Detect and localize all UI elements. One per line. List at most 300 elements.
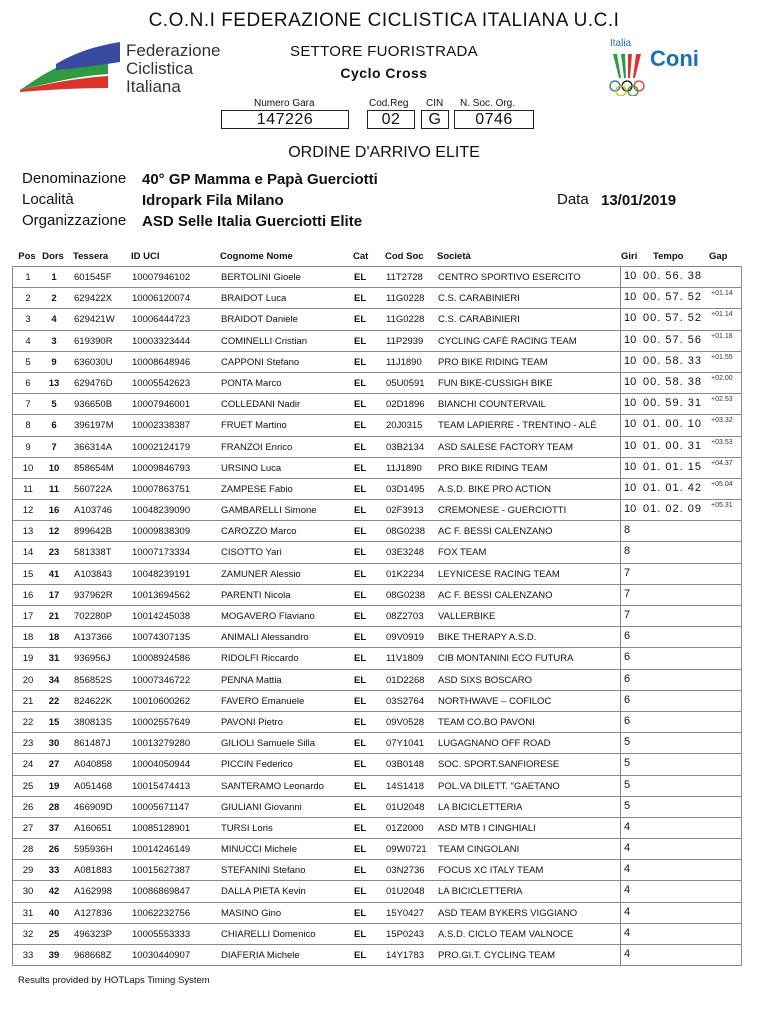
numero-gara-value: 147226 (221, 110, 349, 129)
row-codsoc: 03N2736 (386, 865, 425, 877)
row-team: LEYNICESE RACING TEAM (438, 568, 560, 580)
row-tessera: 629421W (74, 314, 115, 326)
row-team: BIANCHI COUNTERVAIL (438, 399, 546, 411)
table-row (13, 499, 741, 520)
row-time: 01. 00. 10 (643, 418, 702, 431)
row-giri: 10 (624, 439, 637, 452)
row-cat: EL (354, 462, 367, 474)
row-tessera: A103843 (74, 568, 113, 580)
row-uci: 10005542623 (132, 377, 191, 389)
row-time: 00. 57. 56 (643, 333, 702, 346)
row-team: CYCLING CAFÈ RACING TEAM (438, 335, 577, 347)
row-giri: 4 (624, 948, 631, 960)
row-codsoc: 11J1890 (386, 356, 422, 368)
row-uci: 10007863751 (132, 483, 191, 495)
row-dors: 21 (48, 611, 60, 622)
row-codsoc: 01U2048 (386, 801, 425, 813)
row-cat: EL (354, 589, 367, 601)
row-cat: EL (354, 293, 367, 305)
row-team: ASD SALESE FACTORY TEAM (438, 441, 573, 453)
header-team: Società (437, 251, 471, 262)
row-giri: 4 (624, 820, 631, 833)
row-giri: 10 (624, 270, 637, 282)
row-pos: 9 (25, 441, 31, 453)
row-pos: 3 (25, 314, 31, 326)
row-cat: EL (354, 441, 367, 453)
table-row (13, 775, 741, 796)
row-name: PONTA Marco (221, 377, 282, 389)
row-dors: 39 (48, 950, 60, 961)
row-uci: 10014245038 (132, 611, 191, 622)
header-giri: Giri (621, 251, 638, 262)
row-team: ASD SIXS BOSCARO (438, 674, 532, 686)
row-pos: 10 (22, 462, 34, 474)
row-name: TURSI Loris (221, 822, 273, 834)
row-gap: +04.37 (711, 459, 733, 467)
row-team: FOX TEAM (438, 547, 487, 559)
sector-title: SETTORE FUORISTRADA (290, 43, 478, 60)
row-uci: 10074307135 (132, 632, 191, 644)
results-header-row (12, 248, 742, 266)
row-uci: 10004050944 (132, 759, 191, 771)
row-pos: 4 (25, 335, 31, 347)
row-team: TEAM CO.BO PAVONI (438, 716, 535, 728)
row-uci: 10009838309 (132, 526, 191, 538)
row-pos: 12 (22, 505, 34, 517)
fci-logo-line-2: Ciclistica (126, 59, 194, 78)
n-soc-org-label: N. Soc. Org. (460, 98, 516, 109)
row-cat: EL (354, 674, 367, 686)
row-uci: 10009846793 (132, 462, 191, 474)
row-name: SANTERAMO Leonardo (221, 780, 324, 792)
row-tessera: A103746 (74, 505, 113, 517)
data-label: Data (557, 191, 589, 208)
row-giri: 4 (624, 884, 631, 897)
table-row (13, 351, 741, 372)
row-tessera: 380813S (74, 716, 113, 728)
row-name: MINUCCI Michele (221, 844, 298, 856)
row-giri: 7 (624, 587, 631, 600)
table-row (13, 287, 741, 308)
row-dors: 16 (48, 505, 60, 517)
row-dors: 19 (48, 780, 60, 792)
row-team: FOCUS XC ITALY TEAM (438, 865, 544, 877)
table-row (13, 902, 741, 923)
giri-cell-border (620, 627, 743, 647)
row-tessera: 619390R (74, 335, 113, 347)
table-row (13, 732, 741, 753)
row-name: CHIARELLI Domenico (221, 928, 316, 940)
row-team: FUN BIKE-CUSSIGH BIKE (438, 377, 553, 389)
row-time: 00. 57. 52 (643, 291, 702, 304)
row-dors: 5 (51, 399, 57, 411)
row-codsoc: 01Z2000 (386, 822, 424, 834)
row-tessera: 496323P (74, 928, 113, 940)
row-codsoc: 03B0148 (386, 759, 425, 771)
row-dors: 40 (48, 907, 60, 919)
row-pos: 23 (22, 738, 34, 750)
row-uci: 10006444723 (132, 314, 191, 326)
discipline-title: Cyclo Cross (340, 65, 428, 81)
row-giri: 10 (624, 291, 637, 304)
row-cat: EL (354, 865, 367, 877)
row-name: PAVONI Pietro (221, 716, 283, 728)
localita-label: Località (22, 191, 74, 208)
row-gap: +03.53 (711, 438, 733, 446)
row-giri: 6 (624, 672, 631, 685)
row-cat: EL (354, 335, 367, 347)
row-time: 01. 01. 42 (643, 481, 702, 494)
row-gap: +05.04 (711, 480, 733, 488)
row-dors: 7 (51, 441, 57, 453)
row-name: DIAFERIA Michele (221, 950, 300, 961)
row-dors: 9 (51, 356, 57, 368)
row-cat: EL (354, 844, 367, 856)
table-row (13, 817, 741, 838)
row-name: COMINELLI Cristian (221, 335, 308, 347)
row-pos: 19 (22, 653, 34, 665)
table-row (13, 944, 741, 965)
row-name: BERTOLINI Gioele (221, 272, 301, 283)
row-codsoc: 02F3913 (386, 505, 424, 517)
giri-cell-border (620, 606, 743, 626)
row-name: BRAIDOT Luca (221, 293, 287, 305)
row-tessera: 899642B (74, 526, 113, 538)
row-pos: 22 (22, 716, 34, 728)
row-team: NORTHWAVE – COFILOC (438, 695, 552, 707)
giri-cell-border (620, 924, 743, 944)
row-tessera: 466909D (74, 801, 113, 813)
row-team: PRO BIKE RIDING TEAM (438, 356, 548, 368)
table-row (13, 436, 741, 457)
header-name: Cognome Nome (220, 251, 293, 262)
giri-cell-border (620, 521, 743, 541)
row-tessera: 856852S (74, 674, 113, 686)
row-name: CAROZZO Marco (221, 526, 297, 538)
results-body (12, 266, 742, 966)
row-pos: 8 (25, 420, 31, 432)
row-codsoc: 03B2134 (386, 441, 425, 453)
table-row (13, 923, 741, 944)
row-tessera: 858654M (74, 462, 114, 474)
giri-cell-border (620, 648, 743, 668)
row-uci: 10007946102 (132, 272, 191, 283)
n-soc-org-value: 0746 (454, 110, 534, 129)
row-giri: 4 (624, 863, 631, 876)
row-gap: +01.14 (711, 311, 733, 319)
row-pos: 7 (25, 399, 31, 411)
row-pos: 28 (22, 844, 34, 856)
header-dors: Dors (42, 251, 64, 262)
fci-logo-line-1: Federazione (126, 41, 221, 60)
organizzazione-label: Organizzazione (22, 212, 127, 229)
row-giri: 5 (624, 757, 631, 770)
table-row (13, 647, 741, 668)
row-codsoc: 15Y0427 (386, 907, 425, 919)
row-codsoc: 03S2764 (386, 695, 425, 707)
row-pos: 21 (22, 695, 34, 707)
row-dors: 12 (48, 526, 60, 538)
row-dors: 1 (51, 272, 57, 283)
row-dors: 10 (48, 462, 60, 474)
row-time: 00. 58. 33 (643, 354, 702, 367)
order-title: ORDINE D'ARRIVO ELITE (288, 144, 480, 161)
row-cat: EL (354, 928, 367, 940)
denominazione-value: 40° GP Mamma e Papà Guerciotti (142, 171, 378, 188)
table-row (13, 308, 741, 329)
localita-value: Idropark Fila Milano (142, 192, 284, 209)
header-cat: Cat (353, 251, 369, 262)
coni-flame-icon (610, 52, 644, 80)
row-uci: 10003323444 (132, 335, 191, 347)
row-cat: EL (354, 653, 367, 665)
row-tessera: A040858 (74, 759, 113, 771)
row-uci: 10006120074 (132, 293, 191, 305)
row-dors: 26 (48, 844, 60, 856)
row-uci: 10014246149 (132, 844, 191, 856)
row-pos: 20 (22, 674, 34, 686)
row-team: AC F. BESSI CALENZANO (438, 589, 553, 601)
row-codsoc: 11V1809 (386, 653, 424, 665)
row-codsoc: 09V0528 (386, 716, 425, 728)
row-dors: 6 (51, 420, 57, 432)
row-team: ASD MTB I CINGHIALI (438, 822, 536, 834)
row-codsoc: 15P0243 (386, 928, 425, 940)
cod-reg-label: Cod.Reg (369, 98, 409, 109)
row-time: 01. 00. 31 (643, 439, 702, 452)
giri-cell-border (620, 797, 743, 817)
row-time: 00. 57. 52 (643, 312, 702, 325)
row-tessera: 861487J (74, 738, 111, 750)
table-row (13, 563, 741, 584)
row-uci: 10062232756 (132, 907, 191, 919)
row-giri: 5 (624, 736, 631, 749)
row-cat: EL (354, 483, 367, 495)
giri-cell-border (620, 585, 743, 605)
row-giri: 4 (624, 842, 631, 855)
row-cat: EL (354, 632, 367, 644)
row-giri: 10 (624, 375, 637, 388)
row-tessera: 968668Z (74, 950, 112, 961)
row-pos: 29 (22, 865, 34, 877)
row-tessera: A162998 (74, 886, 113, 898)
row-pos: 33 (22, 950, 34, 961)
row-codsoc: 11P2939 (386, 335, 424, 347)
row-team: LA BICICLETTERIA (438, 886, 523, 898)
row-name: FRANZOI Enrico (221, 441, 293, 453)
row-tessera: 396197M (74, 420, 114, 432)
row-team: CREMONESE - GUERCIOTTI (438, 505, 567, 517)
table-row (13, 330, 741, 351)
table-row (13, 372, 741, 393)
row-giri: 10 (624, 333, 637, 346)
row-team: VALLERBIKE (438, 611, 496, 622)
giri-cell-border (620, 564, 743, 584)
row-name: ANIMALI Alessandro (221, 632, 309, 644)
row-tessera: 366314A (74, 441, 113, 453)
row-pos: 24 (22, 759, 34, 771)
row-gap: +01.18 (711, 332, 733, 340)
row-name: CAPPONI Stefano (221, 356, 300, 368)
row-cat: EL (354, 907, 367, 919)
row-time: 00. 58. 38 (643, 375, 702, 388)
giri-cell-border (620, 670, 743, 690)
row-name: GIULIANI Giovanni (221, 801, 302, 813)
row-codsoc: 08G0238 (386, 526, 426, 538)
table-row (13, 626, 741, 647)
row-cat: EL (354, 738, 367, 750)
row-codsoc: 14Y1783 (386, 950, 425, 961)
row-codsoc: 11G0228 (386, 293, 425, 305)
row-pos: 15 (22, 568, 34, 580)
table-row (13, 880, 741, 901)
row-uci: 10085128901 (132, 822, 191, 834)
data-value: 13/01/2019 (601, 192, 677, 209)
row-time: 01. 02. 09 (643, 503, 702, 516)
row-team: CENTRO SPORTIVO ESERCITO (438, 272, 581, 283)
row-team: PRO BIKE RIDING TEAM (438, 462, 548, 474)
row-dors: 37 (48, 822, 60, 834)
row-uci: 10005671147 (132, 801, 190, 813)
row-cat: EL (354, 568, 367, 580)
row-codsoc: 11G0228 (386, 314, 425, 326)
coni-word: Coni (650, 46, 699, 71)
row-giri: 10 (624, 481, 637, 494)
row-giri: 10 (624, 503, 637, 516)
table-row (13, 414, 741, 435)
row-pos: 25 (22, 780, 34, 792)
table-row (13, 541, 741, 562)
row-team: TEAM CINGOLANI (438, 844, 520, 856)
row-dors: 27 (48, 759, 60, 771)
row-codsoc: 09W0721 (386, 844, 427, 856)
row-dors: 15 (48, 716, 60, 728)
row-name: CISOTTO Yari (221, 547, 282, 559)
fci-logo-line-3: Italiana (126, 77, 181, 96)
giri-cell-border (620, 903, 743, 923)
row-codsoc: 01D2268 (386, 674, 425, 686)
row-cat: EL (354, 950, 367, 961)
row-codsoc: 11T2728 (386, 272, 423, 283)
row-team: POL.VA DILETT. "GAETANO (438, 780, 560, 792)
row-dors: 18 (48, 632, 60, 644)
header-time: Tempo (653, 251, 684, 262)
row-team: ASD TEAM BYKERS VIGGIANO (438, 907, 578, 919)
row-time: 00. 56. 38 (643, 270, 702, 282)
row-pos: 18 (22, 632, 34, 644)
row-uci: 10048239191 (132, 568, 191, 580)
row-tessera: 937962R (74, 589, 113, 601)
row-dors: 4 (51, 314, 57, 326)
table-row (13, 753, 741, 774)
row-uci: 10008648946 (132, 356, 191, 368)
row-giri: 6 (624, 714, 631, 727)
row-cat: EL (354, 886, 367, 898)
row-cat: EL (354, 611, 367, 622)
row-pos: 2 (25, 293, 31, 305)
row-name: RIDOLFI Riccardo (221, 653, 299, 665)
row-name: DALLA PIETA Kevin (221, 886, 306, 898)
row-codsoc: 14S1418 (386, 780, 425, 792)
row-pos: 16 (22, 589, 34, 601)
row-giri: 6 (624, 651, 631, 664)
row-uci: 10007173334 (132, 547, 191, 559)
olympic-rings-icon (608, 80, 648, 96)
cin-label: CIN (426, 98, 444, 109)
row-dors: 23 (48, 547, 60, 559)
row-cat: EL (354, 759, 367, 771)
row-cat: EL (354, 377, 367, 389)
row-gap: +01.14 (711, 290, 733, 298)
row-pos: 1 (25, 272, 31, 283)
row-team: AC F. BESSI CALENZANO (438, 526, 553, 538)
row-giri: 10 (624, 397, 637, 410)
giri-cell-border (620, 754, 743, 774)
row-dors: 11 (48, 483, 60, 495)
row-codsoc: 03E3248 (386, 547, 425, 559)
row-uci: 10013279280 (132, 738, 191, 750)
table-row (13, 838, 741, 859)
row-codsoc: 08G0238 (386, 589, 426, 601)
row-tessera: 936650B (74, 399, 113, 411)
row-giri: 5 (624, 799, 631, 812)
row-tessera: A051468 (74, 780, 113, 792)
row-tessera: 824622K (74, 695, 113, 707)
row-tessera: 636030U (74, 356, 113, 368)
row-cat: EL (354, 314, 367, 326)
row-name: FRUET Martino (221, 420, 287, 432)
results-table (12, 248, 742, 966)
table-row (13, 393, 741, 414)
row-dors: 34 (48, 674, 60, 686)
row-uci: 10030440907 (132, 950, 191, 961)
row-uci: 10002124179 (132, 441, 191, 453)
row-dors: 2 (51, 293, 57, 305)
row-name: MASINO Gino (221, 907, 282, 919)
row-team: C.S. CARABINIERI (438, 314, 520, 326)
row-uci: 10002557649 (132, 716, 191, 728)
row-giri: 10 (624, 312, 637, 325)
giri-cell-border (620, 733, 743, 753)
row-dors: 41 (48, 568, 60, 580)
row-cat: EL (354, 801, 367, 813)
row-tessera: A081883 (74, 865, 113, 877)
header-pos: Pos (18, 251, 36, 262)
row-pos: 30 (22, 886, 34, 898)
table-row (13, 266, 741, 287)
row-codsoc: 02D1896 (386, 399, 425, 411)
row-team: CIB MONTANINI ECO FUTURA (438, 653, 574, 665)
row-codsoc: 07Y1041 (386, 738, 425, 750)
row-uci: 10010600262 (132, 695, 191, 707)
giri-cell-border (620, 691, 743, 711)
row-tessera: 702280P (74, 611, 113, 622)
giri-cell-border (620, 542, 743, 562)
row-codsoc: 03D1495 (386, 483, 425, 495)
row-pos: 31 (22, 907, 34, 919)
row-tessera: 595936H (74, 844, 113, 856)
row-name: MOGAVERO Flaviano (221, 611, 315, 622)
table-row (13, 520, 741, 541)
row-pos: 27 (22, 822, 34, 834)
row-dors: 30 (48, 738, 60, 750)
row-dors: 25 (48, 928, 60, 940)
row-team: TEAM LAPIERRE - TRENTINO - ALÈ (438, 420, 597, 432)
header-uci: ID UCI (131, 251, 160, 262)
table-row (13, 859, 741, 880)
table-row (13, 478, 741, 499)
row-gap: +02.00 (711, 374, 733, 382)
